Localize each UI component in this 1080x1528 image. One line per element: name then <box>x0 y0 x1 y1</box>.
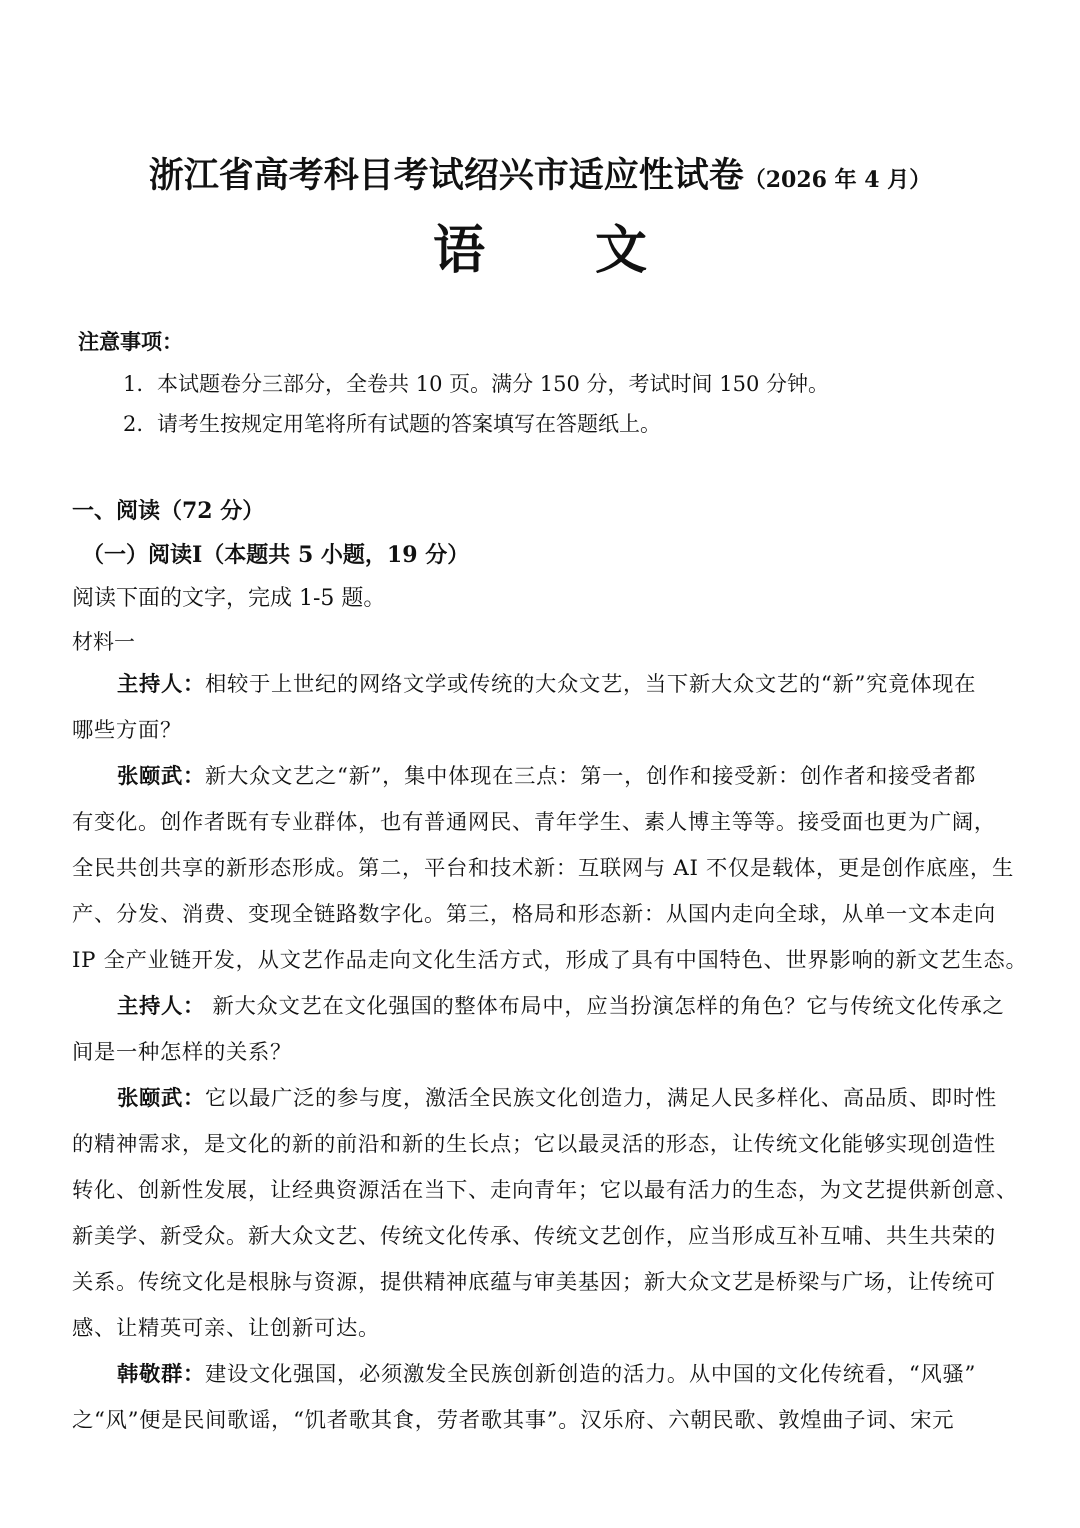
material-label: 材料一 <box>72 630 135 654</box>
paragraph-line: 全民共创共享的新形态形成。第二，平台和技术新：互联网与 AI 不仅是载体，更是创作底座，生 <box>72 856 1015 881</box>
paragraph-line: 之“风”便是民间歌谣，“饥者歌其食，劳者歌其事”。汉乐府、六朝民歌、敦煌曲子词、宋元 <box>72 1408 955 1433</box>
exam-date: （2026 年 4 月） <box>743 167 932 193</box>
subject-char-1: 语 <box>432 220 485 281</box>
notice-item <box>123 408 661 438</box>
notice-item <box>123 368 829 398</box>
subject-char-2: 文 <box>595 220 648 281</box>
paragraph-line: 张颐武：新大众文艺之“新”，集中体现在三点：第一，创作和接受新：创作者和接受者都 <box>117 764 977 789</box>
paragraph-line: IP 全产业链开发，从文艺作品走向文化生活方式，形成了具有中国特色、世界影响的新文艺生态。 <box>72 948 1028 973</box>
paragraph-line: 张颐武：它以最广泛的参与度，激活全民族文化创造力，满足人民多样化、高品质、即时性 <box>117 1086 997 1111</box>
section-heading: 一、阅读（72 分） <box>72 498 265 524</box>
dialogue-paragraph <box>72 1352 1042 1444</box>
speaker-name: 张颐武： <box>117 764 205 789</box>
paragraph-line: 关系。传统文化是根脉与资源，提供精神底蕴与审美基因；新大众文艺是桥梁与广场，让传统可 <box>72 1270 996 1295</box>
dialogue-paragraph <box>72 662 1042 754</box>
paragraph-line: 间是一种怎样的关系？ <box>72 1040 292 1065</box>
speaker-name: 主持人： <box>117 994 205 1019</box>
paragraph-line: 韩敬群：建设文化强国，必须激发全民族创新创造的活力。从中国的文化传统看，“风骚” <box>117 1362 977 1387</box>
speaker-name: 张颐武： <box>117 1086 205 1111</box>
dialogue-paragraph <box>72 754 1042 984</box>
notice-item-number: 1. <box>123 372 144 396</box>
subject-title <box>0 208 1080 283</box>
paragraph-line: 有变化。创作者既有专业群体，也有普通网民、青年学生、素人博主等等。接受面也更为广阔， <box>72 810 996 835</box>
subsection-heading: （一）阅读Ⅰ（本题共 5 小题，19 分） <box>82 542 470 568</box>
paragraph-line: 新美学、新受众。新大众文艺、传统文化传承、传统文艺创作，应当形成互补互哺、共生共荣的 <box>72 1224 996 1249</box>
exam-title <box>0 148 1080 198</box>
paragraph-line: 转化、创新性发展，让经典资源活在当下、走向青年；它以最有活力的生态，为文艺提供新创意、 <box>72 1178 1018 1203</box>
paragraph-line: 的精神需求，是文化的新的前沿和新的生长点；它以最灵活的形态，让传统文化能够实现创造性 <box>72 1132 996 1157</box>
paragraph-line: 主持人： 新大众文艺在文化强国的整体布局中，应当扮演怎样的角色？它与传统文化传承之 <box>117 994 1005 1019</box>
paragraph-line: 产、分发、消费、变现全链路数字化。第三，格局和形态新：从国内走向全球，从单一文本走向 <box>72 902 996 927</box>
paragraph-line: 感、让精英可亲、让创新可达。 <box>72 1316 380 1341</box>
speaker-name: 主持人： <box>117 672 205 697</box>
notice-item-text: 请考生按规定用笔将所有试题的答案填写在答题纸上。 <box>157 412 662 436</box>
notice-item-text: 本试题卷分三部分，全卷共 10 页。满分 150 分，考试时间 150 分钟。 <box>157 372 829 396</box>
paragraph-line: 哪些方面？ <box>72 718 182 743</box>
notice-item-number: 2. <box>123 412 144 436</box>
paragraph-line: 主持人：相较于上世纪的网络文学或传统的大众文艺，当下新大众文艺的“新”究竟体现在 <box>117 672 977 697</box>
exam-title-text: 浙江省高考科目考试绍兴市适应性试卷 <box>148 155 744 196</box>
reading-instruction: 阅读下面的文字，完成 1-5 题。 <box>72 586 386 611</box>
speaker-name: 韩敬群： <box>117 1362 205 1387</box>
dialogue-paragraph <box>72 1076 1042 1352</box>
notice-heading: 注意事项： <box>78 329 183 354</box>
dialogue-paragraph <box>72 984 1042 1076</box>
